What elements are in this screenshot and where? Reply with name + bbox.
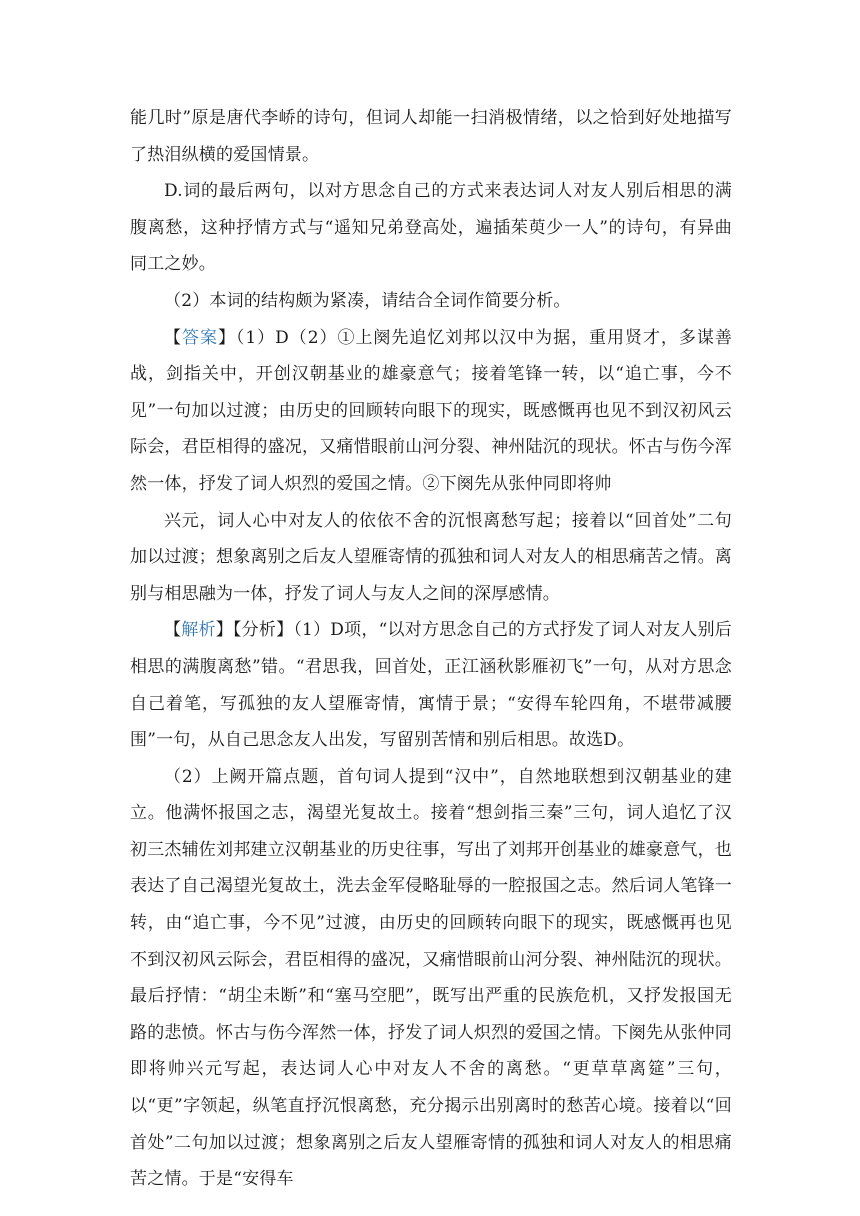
analysis-open-bracket: 【 [164,620,182,641]
paragraph-continuation: 能几时”原是唐代李峤的诗句，但词人却能一扫消极情绪，以之恰到好处地描写了热泪纵横的爱国情景。 [130,108,732,165]
option-d-paragraph: D.词的最后两句，以对方思念自己的方式来表达词人对友人别后相思的满腹离愁，这种抒情方式与“遥知兄弟登高处，遍插茱萸少一人”的诗句，有异曲同工之妙。 [130,181,732,275]
document-body [130,100,732,1198]
answer-continuation-paragraph: 兴元，词人心中对友人的依依不舍的沉恨离愁写起；接着以“回首处”二句加以过渡；想象离别之后友人望雁寄情的孤独和词人对友人的相思痛苦之情。离别与相思融为一体，抒发了词人与友人之间的深厚感情。 [130,510,732,604]
analysis-part-2-paragraph: （2）上阙开篇点题，首句词人提到“汉中”，自然地联想到汉朝基业的建立。他满怀报国之志，渴望光复故土。接着“想剑指三秦”三句，词人追忆了汉初三杰辅佐刘邦建立汉朝基业的历史往事，写出了刘邦开创基业的雄豪意气，也表达了自己渴望光复故土，洗去金军侵略耻辱的一腔报国之志。然后词人笔锋一转，由“追亡事，今不见”过渡，由历史的回顾转向眼下的现实，既感慨再也见不到汉初风云际会，君臣相得的盛况，又痛惜眼前山河分裂、神州陆沉的现状。最后抒情：“胡尘未断”和“塞马空肥”，既写出严重的民族危机，又抒发报国无路的悲愤。怀古与伤今浑然一体，抒发了词人炽烈的爱国之情。下阕先从张仲同即将帅兴元写起，表达词人心中对友人不舍的离愁。“更草草离筵”三句，以“更”字领起，纵笔直抒沉恨离愁，充分揭示出别离时的愁苦心境。接着以“回首处”二句加以过渡；想象离别之后友人望雁寄情的孤独和词人对友人的相思痛苦之情。于是“安得车 [130,766,732,1190]
answer-tag: 答案 [181,327,218,348]
analysis-paragraph [130,612,732,758]
answer-text: （1）D（2）①上阕先追忆刘邦以汉中为据，重用贤才，多谋善战，剑指关中，开创汉朝基业的雄豪意气；接着笔锋一转，以“追亡事，今不见”一句加以过渡；由历史的回顾转向眼下的现实，既感慨再也见不到汉初风云际会，君臣相得的盛况，又痛惜眼前山河分裂、神州陆沉的现状。怀古与伤今浑然一体，抒发了词人炽烈的爱国之情。②下阕先从张仲同即将帅 [130,327,733,494]
analysis-close-bracket: 】 [215,620,233,641]
analysis-tag: 解析 [181,620,216,641]
answer-paragraph [130,320,732,503]
answer-open-bracket: 【 [164,327,182,348]
analysis-text: 【分析】（1）D项，“以对方思念自己的方式抒发了词人对友人别后相思的满腹离愁”错。“君思我，回首处，正江涵秋影雁初飞”一句，从对方思念自己着笔，写孤独的友人望雁寄情，寓情于景；“安得车轮四角，不堪带减腰围”一句，从自己思念友人出发，写留别苦情和别后相思。故选D。 [130,620,733,751]
answer-close-bracket: 】 [217,327,236,348]
question-2-paragraph: （2）本词的结构颇为紧凑，请结合全词作简要分析。 [164,290,571,311]
